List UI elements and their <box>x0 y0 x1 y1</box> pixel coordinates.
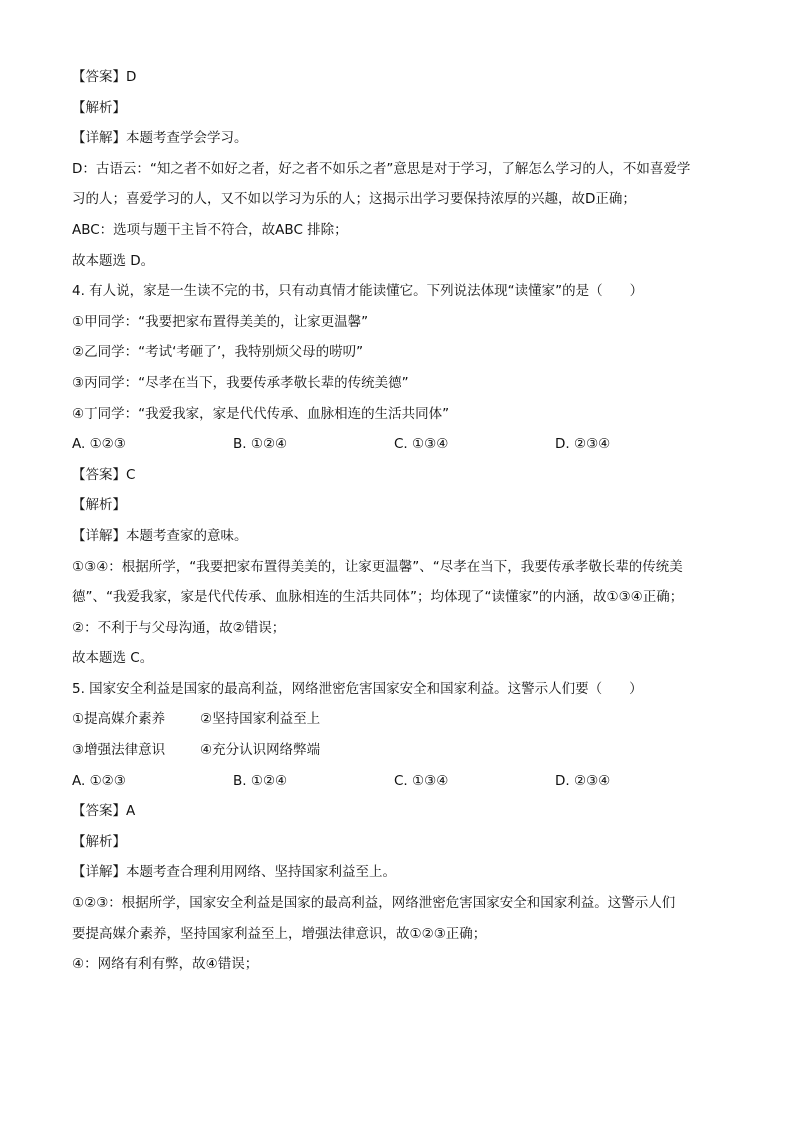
q4-statement: ②乙同学：“考试‘考砸了’，我特别烦父母的唠叨” <box>72 344 364 361</box>
q4-statement: ①甲同学：“我要把家布置得美美的，让家更温馨” <box>72 313 369 330</box>
q5-detail: 【详解】本题考查合理利用网络、坚持国家利益至上。 <box>72 864 396 881</box>
q5-explanation-line: ①②③：根据所学，国家安全利益是国家的最高利益，网络泄密危害国家安全和国家利益。这警示人们 <box>72 895 676 912</box>
q4-stem: 4. 有人说，家是一生读不完的书，只有动真情才能读懂它。下列说法体现“读懂家”的是（ ） <box>72 283 644 300</box>
q5-option-d: D. ②③④ <box>555 772 611 789</box>
q5-stem: 5. 国家安全利益是国家的最高利益，网络泄密危害国家安全和国家利益。这警示人们要（ ） <box>72 680 643 697</box>
q4-statement: ③丙同学：“尽孝在当下，我要传承孝敬长辈的传统美德” <box>72 374 409 391</box>
q5-statement-row <box>72 735 732 766</box>
q4-detail: 【详解】本题考查家的意味。 <box>72 527 248 544</box>
q3-explanation-line: 习的人；喜爱学习的人，又不如以学习为乐的人；这揭示出学习要保持浓厚的兴趣，故D正确； <box>72 191 636 208</box>
q5-statement: ③增强法律意识 <box>72 742 166 759</box>
q4-explanation-line: ①③④：根据所学，“我要把家布置得美美的，让家更温馨”、“尽孝在当下，我要传承孝敬长辈的传统美 <box>72 558 683 575</box>
q5-answer: 【答案】A <box>72 803 136 820</box>
q5-option-a: A. ①②③ <box>72 772 126 789</box>
q5-statement: ①提高媒介素养 <box>72 711 166 728</box>
q4-conclusion: 故本题选 C。 <box>72 650 154 667</box>
q4-explanation-line: ②：不利于与父母沟通，故②错误； <box>72 619 286 636</box>
q4-option-d: D. ②③④ <box>555 436 611 453</box>
q3-conclusion: 故本题选 D。 <box>72 252 155 269</box>
q5-explanation-line: 要提高媒介素养，坚持国家利益至上，增强法律意识，故①②③正确； <box>72 925 487 942</box>
q4-option-b: B. ①②④ <box>233 436 288 453</box>
q5-analysis-heading: 【解析】 <box>72 833 126 850</box>
q4-explanation-line: 德”、“我爱我家，家是代代传承、血脉相连的生活共同体”；均体现了“读懂家”的内涵，故①③④正确； <box>72 589 684 606</box>
document-page <box>72 62 732 980</box>
q3-explanation-line: ABC：选项与题干主旨不符合，故ABC 排除； <box>72 221 348 238</box>
q3-explanation-line: D：古语云：“知之者不如好之者，好之者不如乐之者”意思是对于学习，了解怎么学习的人，不如喜爱学 <box>72 160 691 177</box>
q4-statement: ④丁同学：“我爱我家，家是代代传承、血脉相连的生活共同体” <box>72 405 450 422</box>
q4-analysis-heading: 【解析】 <box>72 497 126 514</box>
q4-options <box>72 429 732 460</box>
q5-statement-row <box>72 704 732 735</box>
q5-statement: ②坚持国家利益至上 <box>200 711 321 728</box>
q5-explanation-line: ④：网络有利有弊，故④错误； <box>72 956 259 973</box>
q3-analysis-heading: 【解析】 <box>72 99 126 116</box>
q4-option-a: A. ①②③ <box>72 436 126 453</box>
q3-detail: 【详解】本题考查学会学习。 <box>72 130 248 147</box>
q3-answer: 【答案】D <box>72 69 137 85</box>
q4-option-c: C. ①③④ <box>394 436 449 453</box>
q5-option-b: B. ①②④ <box>233 772 288 789</box>
q4-answer: 【答案】C <box>72 466 136 483</box>
q5-option-c: C. ①③④ <box>394 772 449 789</box>
q5-options <box>72 766 732 797</box>
q5-statement: ④充分认识网络弊端 <box>200 742 321 759</box>
